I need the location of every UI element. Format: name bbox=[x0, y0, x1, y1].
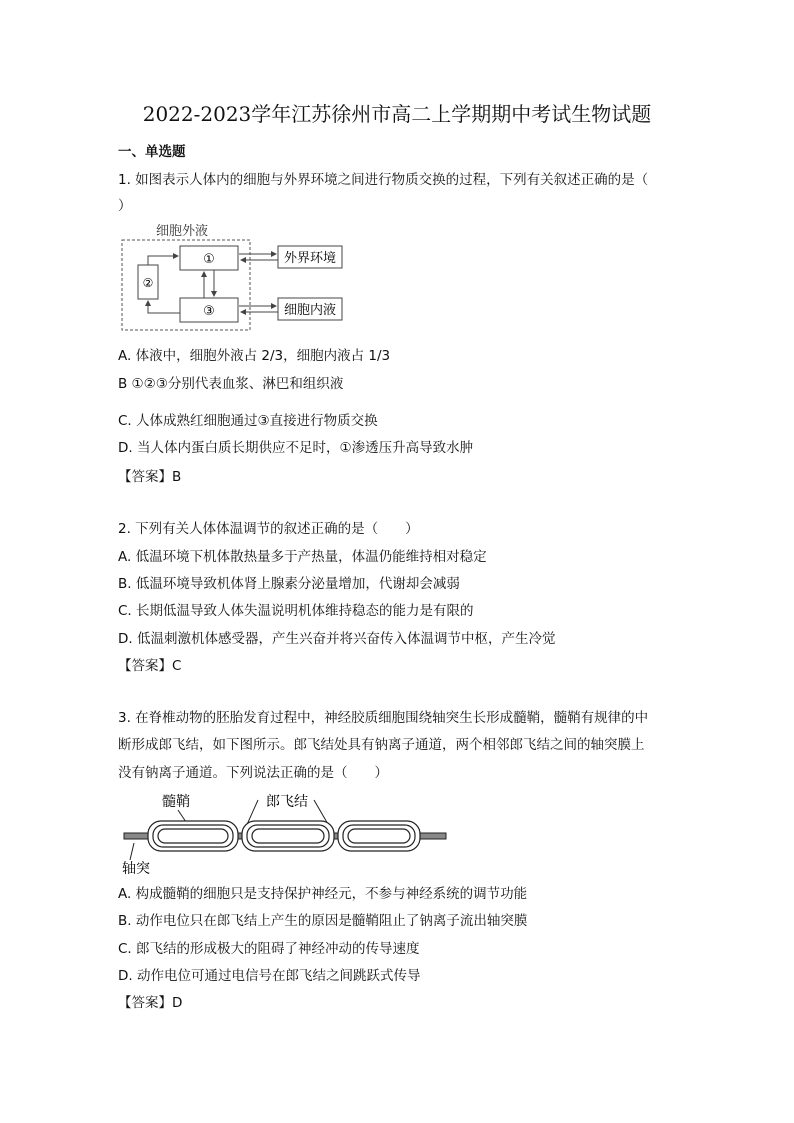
external-env: 外界环境 bbox=[283, 251, 337, 266]
q3-stem-3: 没有钠离子通道。下列说法正确的是（ ） bbox=[118, 765, 388, 781]
section-heading: 一、单选题 bbox=[118, 144, 186, 160]
box-2: ② bbox=[142, 276, 154, 290]
q1-option-c: C. 人体成熟红细胞通过③直接进行物质交换 bbox=[118, 413, 378, 429]
document-title: 2022-2023学年江苏徐州市高二上学期期中考试生物试题 bbox=[142, 102, 652, 126]
q2-stem: 2. 下列有关人体体温调节的叙述正确的是（ ） bbox=[118, 521, 419, 537]
axon-label: 轴突 bbox=[122, 861, 150, 877]
q1-option-a: A. 体液中，细胞外液占 2/3，细胞内液占 1/3 bbox=[118, 348, 391, 364]
q1-diagram bbox=[118, 220, 358, 332]
myelin-label: 髓鞘 bbox=[162, 794, 190, 810]
box-3: ③ bbox=[203, 304, 215, 319]
q3-option-d: D. 动作电位可通过电信号在郎飞结之间跳跃式传导 bbox=[118, 968, 421, 984]
q1-option-b: B ①②③分别代表血浆、淋巴和组织液 bbox=[118, 376, 344, 392]
q1-option-d: D. 当人体内蛋白质长期供应不足时，①渗透压升高导致水肿 bbox=[118, 440, 474, 456]
q1-stem: 1. 如图表示人体内的细胞与外界环境之间进行物质交换的过程，下列有关叙述正确的是（ bbox=[118, 172, 649, 188]
q2-option-d: D. 低温刺激机体感受器，产生兴奋并将兴奋传入体温调节中枢，产生冷觉 bbox=[118, 631, 556, 647]
extracellular-label: 细胞外液 bbox=[156, 224, 209, 239]
q2-option-c: C. 长期低温导致人体失温说明机体维持稳态的能力是有限的 bbox=[118, 603, 474, 619]
q1-answer: 【答案】B bbox=[118, 469, 182, 485]
q3-stem-2: 断形成郎飞结，如下图所示。郎飞结处具有钠离子通道，两个相邻郎飞结之间的轴突膜上 bbox=[118, 737, 645, 753]
q3-myelin-diagram bbox=[118, 788, 458, 878]
box-1: ① bbox=[203, 252, 215, 267]
q3-option-c: C. 郎飞结的形成极大的阻碍了神经冲动的传导速度 bbox=[118, 941, 420, 957]
q2-answer: 【答案】C bbox=[118, 658, 182, 674]
q3-option-a: A. 构成髓鞘的细胞只是支持保护神经元，不参与神经系统的调节功能 bbox=[118, 886, 528, 902]
q1-stem-cont: ） bbox=[118, 198, 132, 214]
q3-option-b: B. 动作电位只在郎飞结上产生的原因是髓鞘阻止了钠离子流出轴突膜 bbox=[118, 913, 528, 929]
node-label: 郎飞结 bbox=[266, 794, 308, 810]
q3-answer: 【答案】D bbox=[118, 995, 183, 1011]
q2-option-a: A. 低温环境下机体散热量多于产热量，体温仍能维持相对稳定 bbox=[118, 549, 487, 565]
q3-stem-1: 3. 在脊椎动物的胚胎发育过程中，神经胶质细胞围绕轴突生长形成髓鞘，髓鞘有规律的中 bbox=[118, 710, 649, 726]
intracellular-fluid: 细胞内液 bbox=[283, 303, 337, 318]
q2-option-b: B. 低温环境导致机体肾上腺素分泌量增加，代谢却会减弱 bbox=[118, 576, 460, 592]
